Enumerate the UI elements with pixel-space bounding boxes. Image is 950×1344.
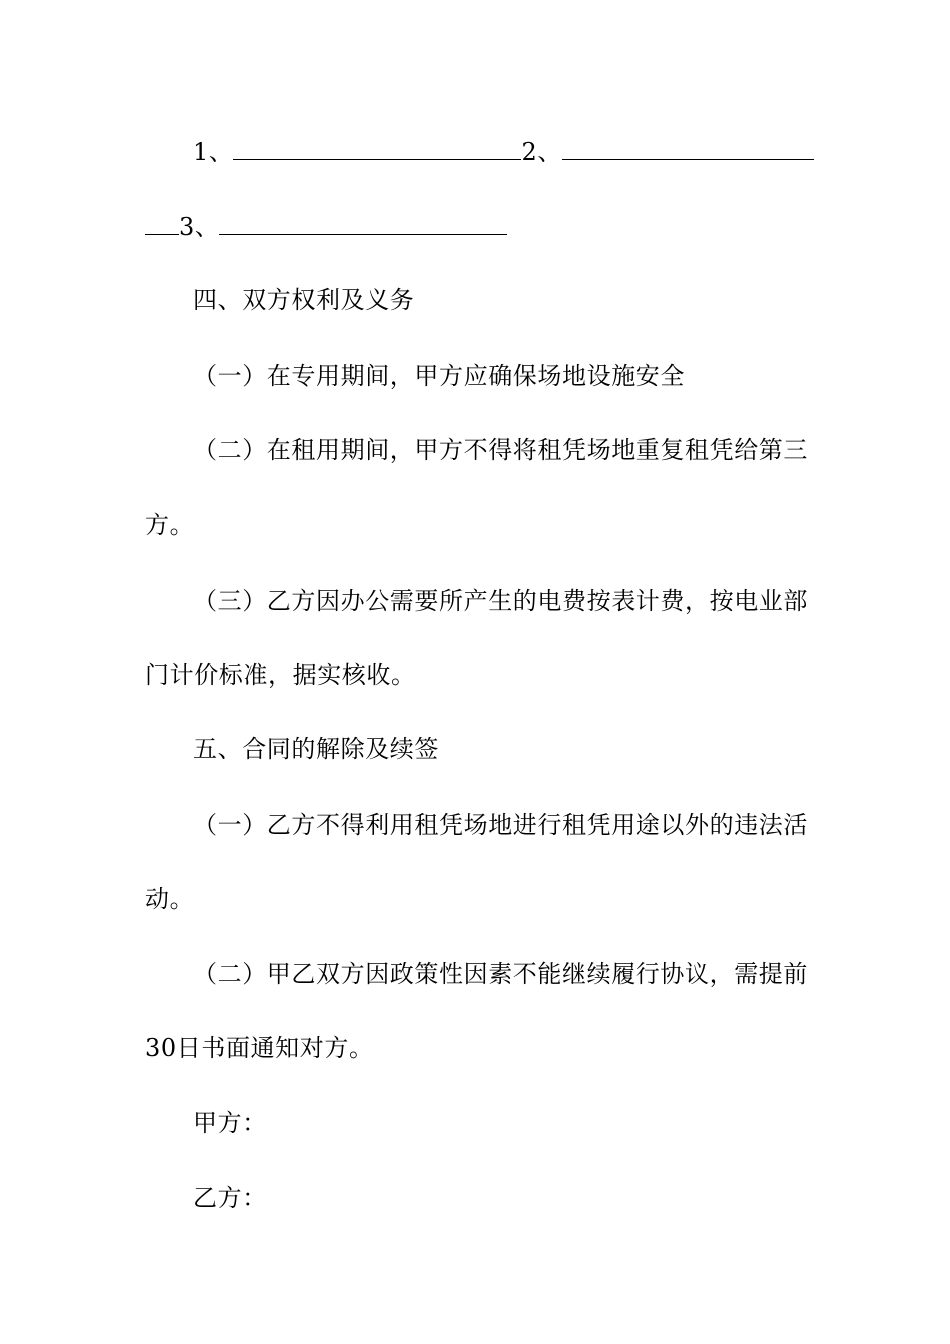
section-5-heading: 五、合同的解除及续签 <box>193 735 439 763</box>
section-5-clause-2-line-1: （二）甲乙双方因政策性因素不能继续履行协议，需提前 <box>193 960 808 988</box>
section-4-clause-2-line-1: （二）在租用期间，甲方不得将租凭场地重复租凭给第三 <box>193 436 808 464</box>
party-b-signature-label: 乙方： <box>193 1184 267 1212</box>
item-2-label: 2、 <box>521 138 562 166</box>
section-5-clause-1-line-2: 动。 <box>145 885 195 913</box>
item-1-label: 1、 <box>193 138 234 166</box>
section-5-clause-2-line-2: 30日书面通知对方。 <box>145 1034 374 1062</box>
blank-row-2 <box>145 212 507 242</box>
section-4-clause-3-line-1: （三）乙方因办公需要所产生的电费按表计费，按电业部 <box>193 587 808 615</box>
item-3-label: 3、 <box>179 213 220 241</box>
item-1-blank <box>233 137 521 160</box>
item-2-blank-continued <box>145 212 179 235</box>
party-a-signature-label: 甲方： <box>193 1109 267 1137</box>
section-4-clause-3-line-2: 门计价标准，据实核收。 <box>145 661 416 689</box>
section-4-clause-1: （一）在专用期间，甲方应确保场地设施安全 <box>193 362 685 390</box>
section-4-heading: 四、双方权利及义务 <box>193 286 415 314</box>
section-4-clause-2-line-2: 方。 <box>145 511 195 539</box>
item-2-blank <box>562 137 814 160</box>
blank-row-1 <box>193 137 814 167</box>
section-5-clause-1-line-1: （一）乙方不得利用租凭场地进行租凭用途以外的违法活 <box>193 811 808 839</box>
item-3-blank <box>219 212 507 235</box>
